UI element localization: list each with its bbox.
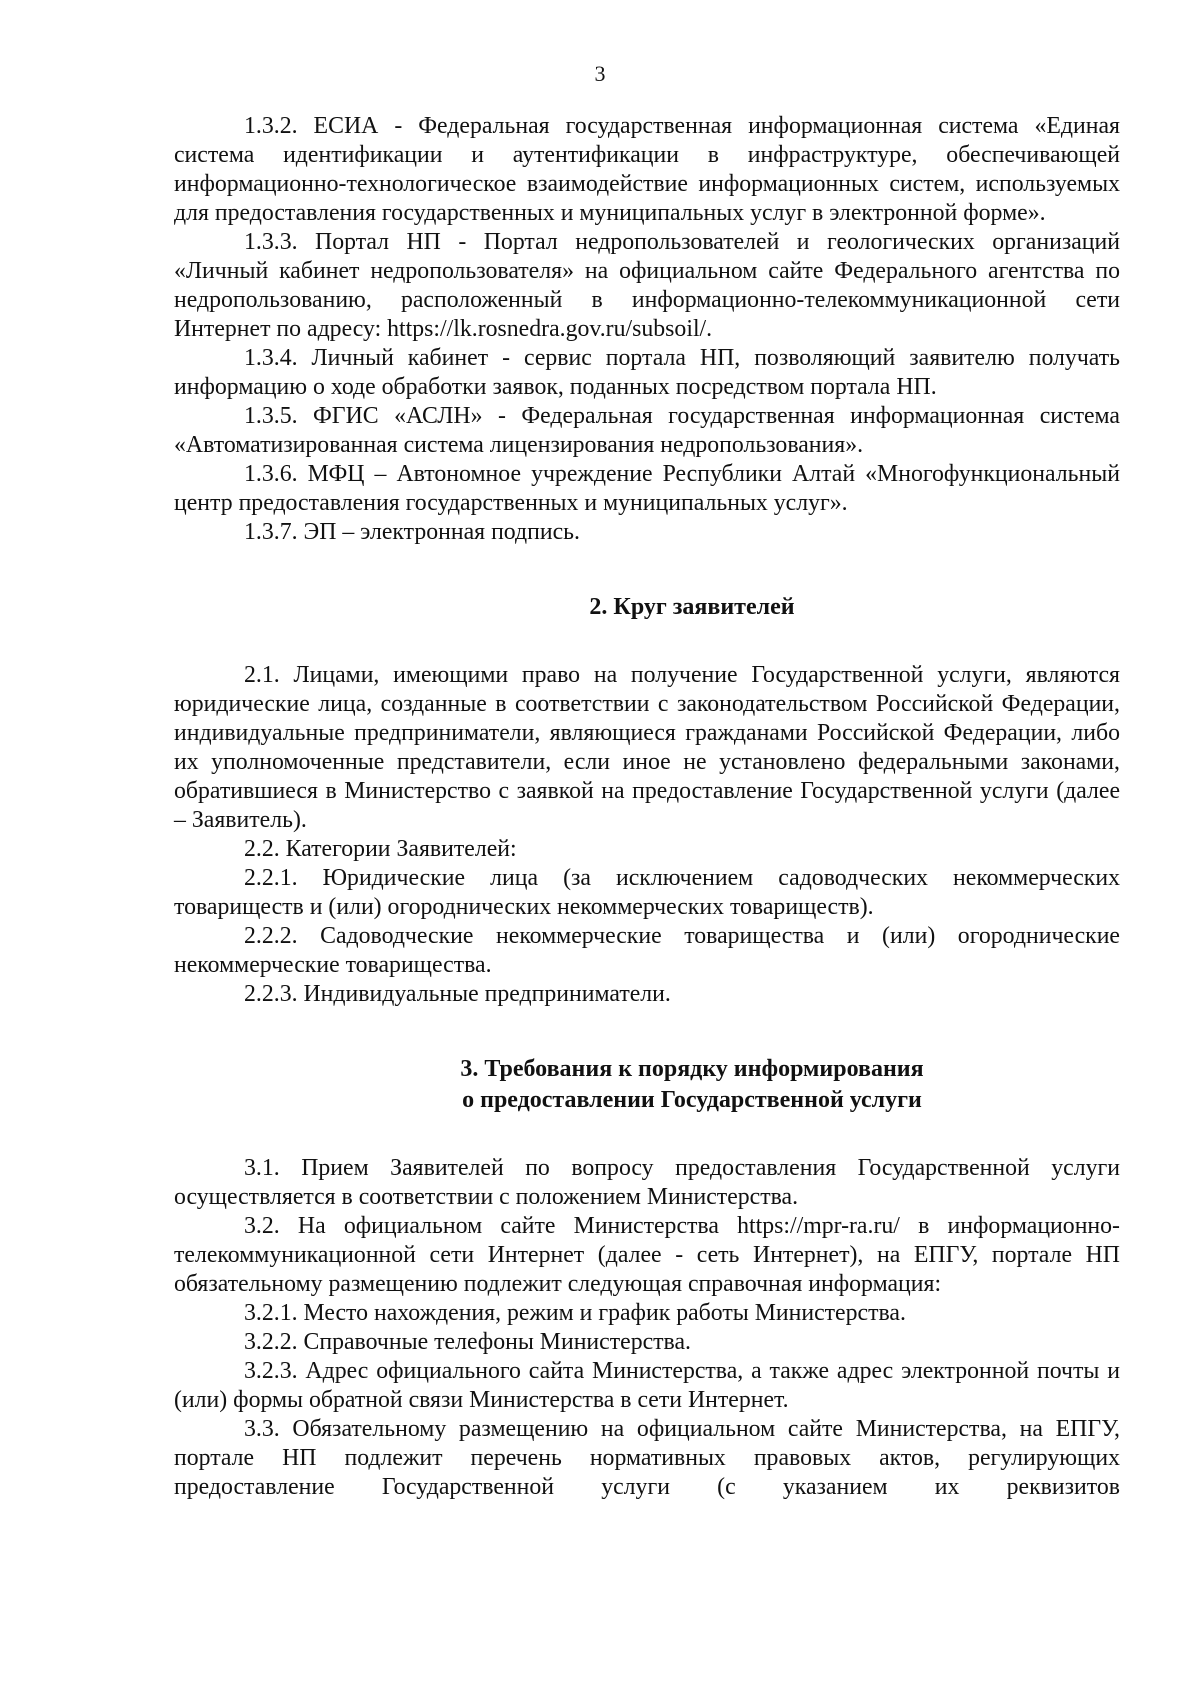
section-3-heading-line-2: о предоставлении Государственной услуги — [462, 1087, 922, 1113]
paragraph-2-2-1: 2.2.1. Юридические лица (за исключением садоводческих некоммерческих товариществ и (или) огороднических некоммерческих товариществ). — [174, 865, 1120, 920]
paragraph-3-2-1: 3.2.1. Место нахождения, режим и график работы Министерства. — [244, 1300, 906, 1326]
paragraph-2-2-3: 2.2.3. Индивидуальные предприниматели. — [244, 981, 671, 1007]
paragraph-3-2-2: 3.2.2. Справочные телефоны Министерства. — [244, 1329, 691, 1355]
document-body — [174, 112, 1120, 1502]
paragraph-1-3-5: 1.3.5. ФГИС «АСЛН» - Федеральная государственная информационная система «Автоматизированная система лицензирования недропользования». — [174, 403, 1120, 458]
paragraph-1-3-4: 1.3.4. Личный кабинет - сервис портала НП, позволяющий заявителю получать информацию о ходе обработки заявок, поданных посредством портала НП. — [174, 345, 1120, 400]
paragraph-3-3: 3.3. Обязательному размещению на официальном сайте Министерства, на ЕПГУ, портале НП подлежит перечень нормативных правовых актов, регулирующих предоставление Государственной услуги (с указанием их реквизитов — [174, 1416, 1120, 1500]
paragraph-1-3-3: 1.3.3. Портал НП - Портал недропользователей и геологических организаций «Личный кабинет недропользователя» на официальном сайте Федерального агентства по недропользованию, расположенный в информационно-телекоммуникационной сети Интернет по адресу: https://lk.rosnedra.gov.ru/subsoil/. — [174, 229, 1120, 342]
paragraph-2-2: 2.2. Категории Заявителей: — [244, 836, 517, 862]
paragraph-3-2: 3.2. На официальном сайте Министерства https://mpr-ra.ru/ в информационно-телекоммуникационной сети Интернет (далее - сеть Интернет), на ЕПГУ, портале НП обязательному размещению подлежит следующая справочная информация: — [174, 1213, 1120, 1297]
section-3-heading-line-1: 3. Требования к порядку информирования — [460, 1056, 924, 1082]
paragraph-2-1: 2.1. Лицами, имеющими право на получение Государственной услуги, являются юридические лица, созданные в соответствии с законодательством Российской Федерации, индивидуальные предприниматели, являющиеся гражданами Российской Федерации, либо их уполномоченные представители, если иное не установлено федеральными законами, обратившиеся в Министерство с заявкой на предоставление Государственной услуги (далее – Заявитель). — [174, 662, 1120, 833]
paragraph-3-2-3: 3.2.3. Адрес официального сайта Министерства, а также адрес электронной почты и (или) формы обратной связи Министерства в сети Интернет. — [174, 1358, 1120, 1413]
page-number: 3 — [594, 61, 606, 86]
paragraph-1-3-2: 1.3.2. ЕСИА - Федеральная государственная информационная система «Единая система идентификации и аутентификации в инфраструктуре, обеспечивающей информационно-технологическое взаимодействие информационных систем, используемых для предоставления государственных и муниципальных услуг в электронной форме». — [174, 113, 1120, 226]
paragraph-1-3-6: 1.3.6. МФЦ – Автономное учреждение Республики Алтай «Многофункциональный центр предоставления государственных и муниципальных услуг». — [174, 461, 1120, 516]
paragraph-2-2-2: 2.2.2. Садоводческие некоммерческие товарищества и (или) огороднические некоммерческие товарищества. — [174, 923, 1120, 978]
section-2-heading: 2. Круг заявителей — [589, 594, 795, 620]
paragraph-3-1: 3.1. Прием Заявителей по вопросу предоставления Государственной услуги осуществляется в соответствии с положением Министерства. — [174, 1155, 1120, 1210]
paragraph-1-3-7: 1.3.7. ЭП – электронная подпись. — [244, 519, 580, 545]
